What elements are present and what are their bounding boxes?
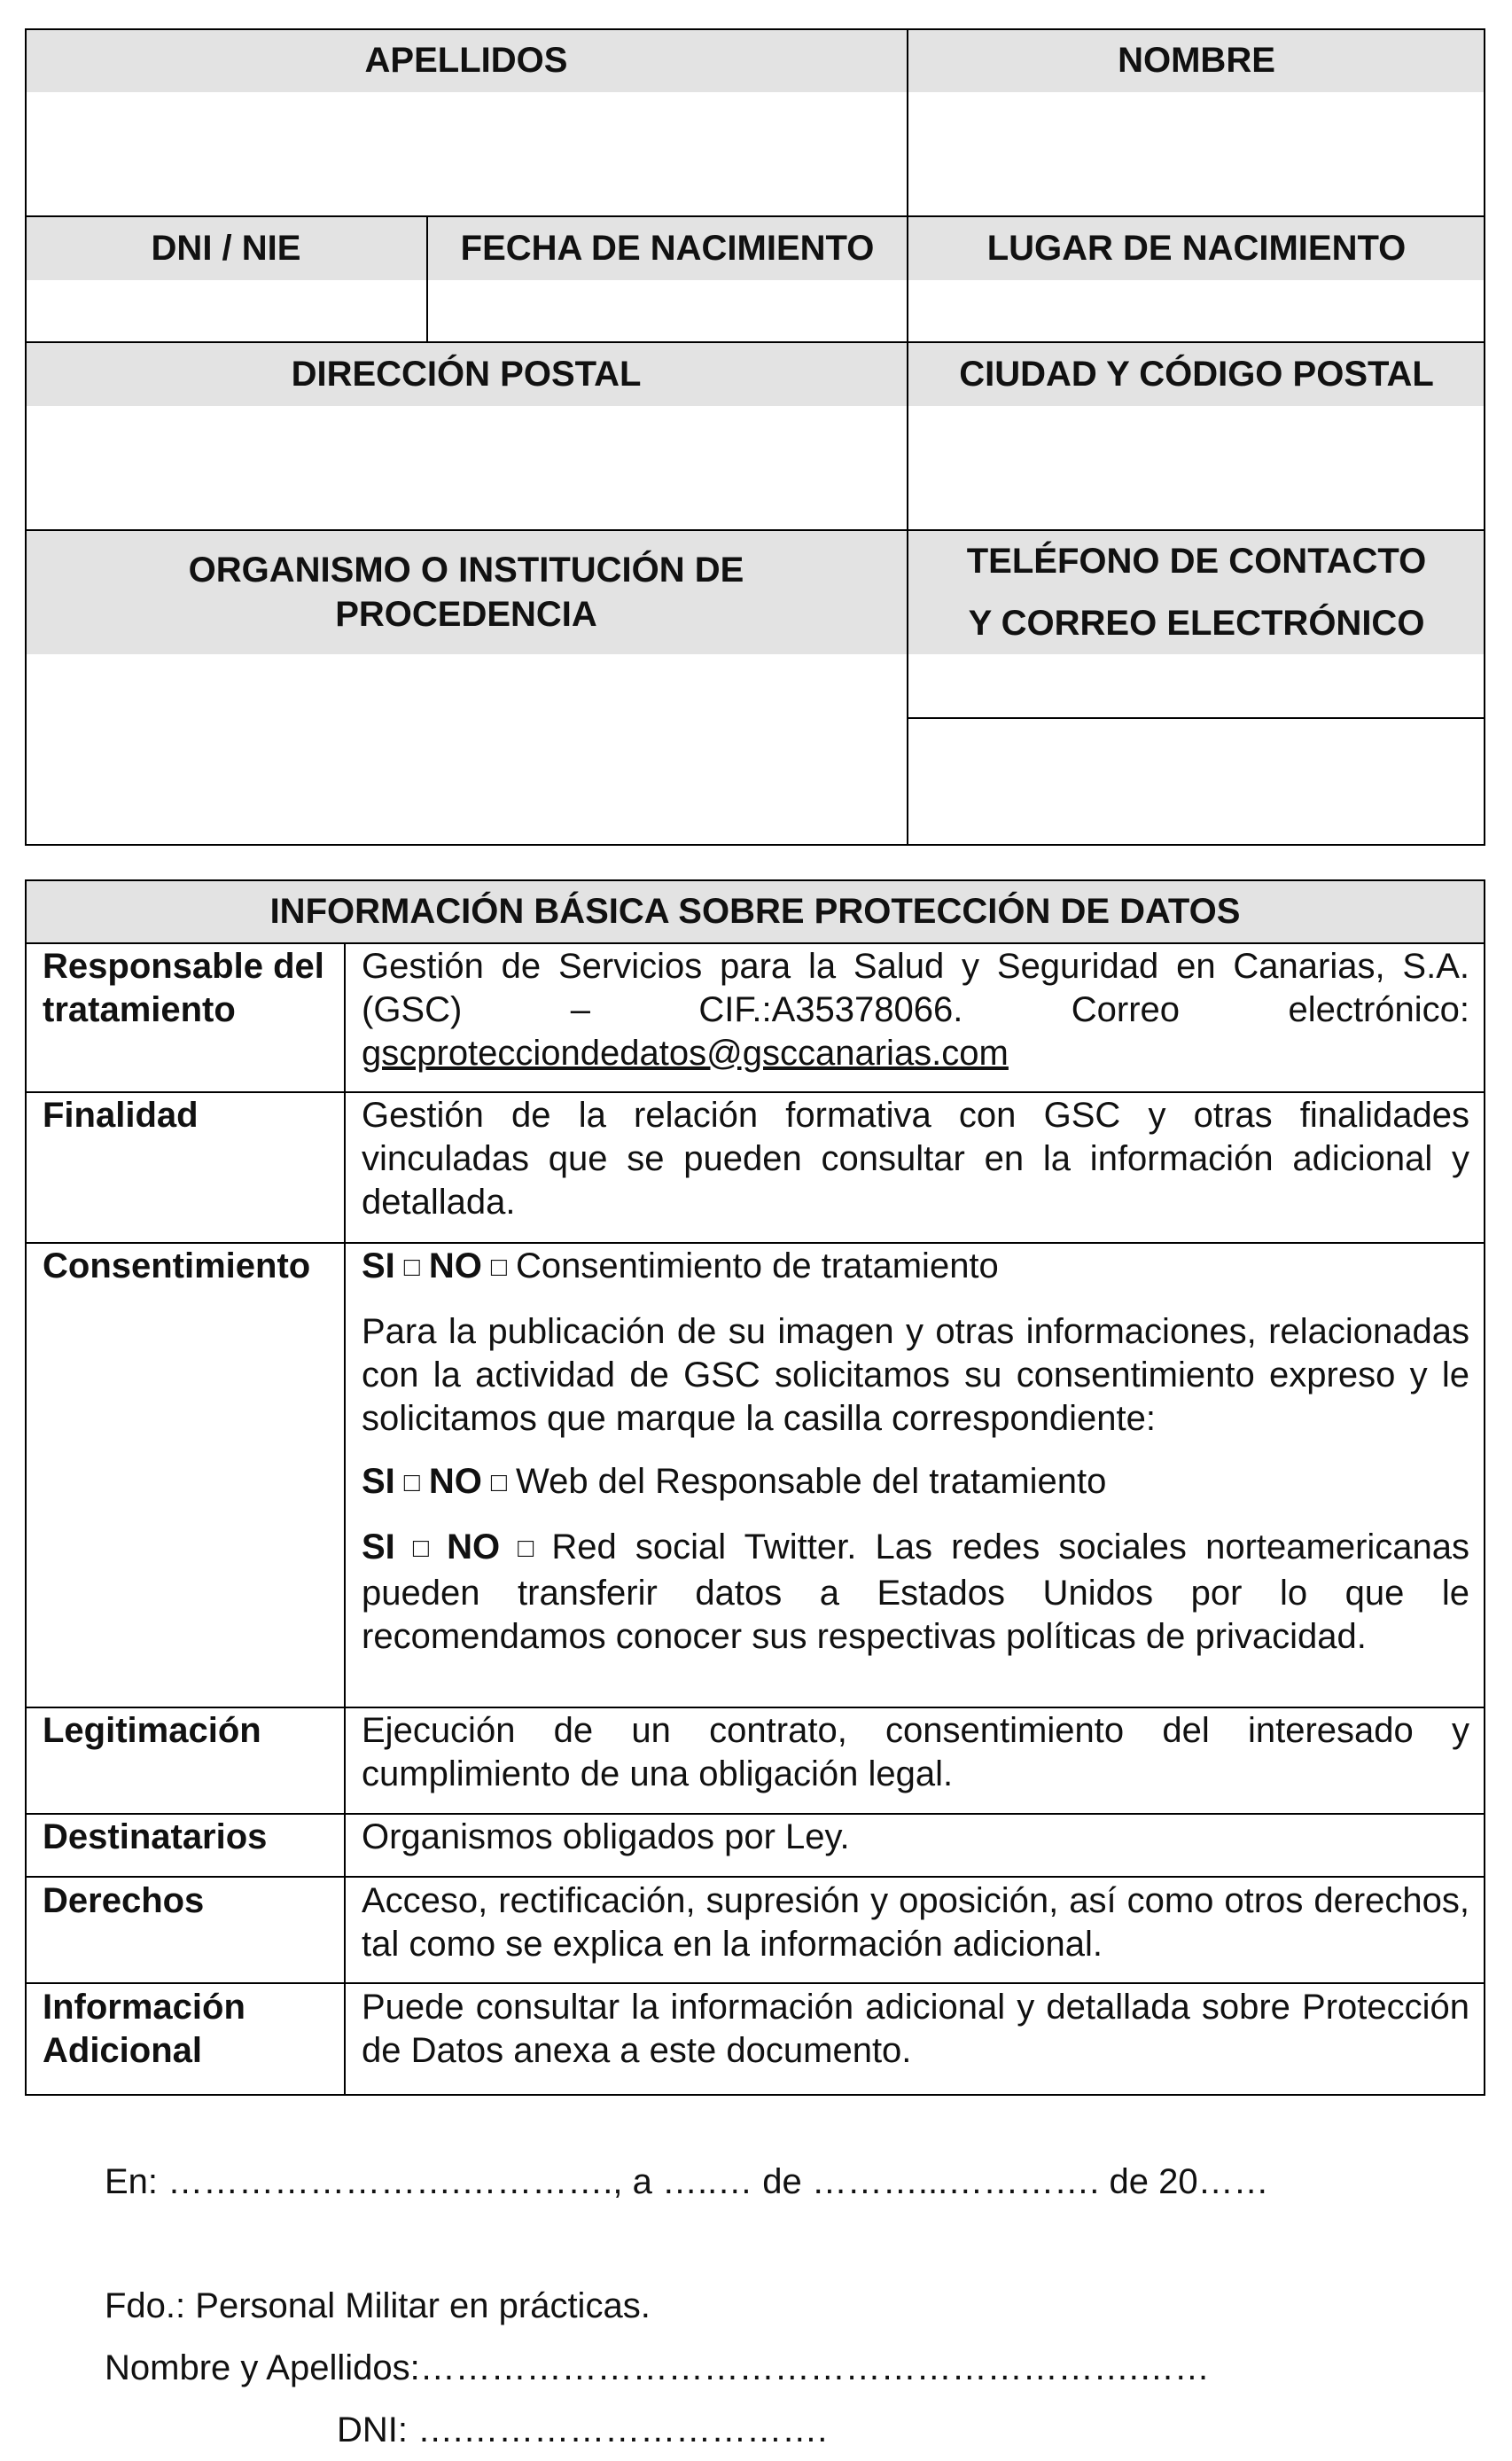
dp-row-line xyxy=(25,1876,1485,1878)
consent-option-twitter xyxy=(362,1526,1469,1659)
row-line-3 xyxy=(25,529,1485,531)
direccion-postal-field[interactable] xyxy=(25,406,908,530)
si-checkbox[interactable]: □ xyxy=(403,1253,420,1282)
apellidos-field[interactable] xyxy=(25,92,908,216)
label-informacion-adicional: Información Adicional xyxy=(43,1988,246,2070)
correo-field[interactable] xyxy=(908,718,1485,846)
organismo-line-1: ORGANISMO O INSTITUCIÓN DE xyxy=(188,551,744,590)
no-label: NO xyxy=(428,1246,482,1285)
no-checkbox[interactable]: □ xyxy=(490,1468,508,1497)
dp-title-line xyxy=(25,942,1485,944)
divider-dni xyxy=(426,216,428,342)
nombre-field[interactable] xyxy=(908,92,1485,216)
text-finalidad: Gestión de la relación formativa con GSC y otras finalidades vinculadas que se pueden consultar en la información adicional y detallada. xyxy=(362,1096,1469,1222)
header-organismo xyxy=(25,530,908,654)
dp-border-right xyxy=(1484,879,1485,2096)
label-destinatarios: Destinatarios xyxy=(43,1817,268,1856)
dp-row-line xyxy=(25,1707,1485,1708)
header-nombre: NOMBRE xyxy=(908,28,1485,92)
dp-row-line xyxy=(25,1242,1485,1244)
lugar-nacimiento-field[interactable] xyxy=(908,280,1485,342)
place-date-line[interactable]: En: …………………….…………., a …..… de ………...…………. de 20…… xyxy=(105,2162,1269,2201)
dni-nie-field[interactable] xyxy=(25,280,427,342)
header-apellidos: APELLIDOS xyxy=(25,28,908,92)
header-dni-nie: DNI / NIE xyxy=(25,216,427,280)
dp-border-top xyxy=(25,879,1485,881)
row-line-2 xyxy=(25,341,1485,343)
si-checkbox[interactable]: □ xyxy=(403,1534,439,1563)
text-legitimacion: Ejecución de un contrato, consentimiento del interesado y cumplimiento de una obligación legal. xyxy=(362,1711,1469,1793)
fecha-nacimiento-field[interactable] xyxy=(427,280,908,342)
responsable-email-link[interactable]: gscprotecciondedatos@gsccanarias.com xyxy=(362,1034,1009,1073)
header-telefono-correo xyxy=(908,530,1485,654)
consent-option-text: Consentimiento de tratamiento xyxy=(516,1246,999,1285)
text-responsable xyxy=(362,945,1469,1075)
data-protection-table xyxy=(25,879,1485,2096)
consent-option-text: Red social Twitter. Las redes sociales norteamericanas pueden transferir datos a Estados Unidos por lo que le recomendamos conocer sus respectivas políticas de privacidad. xyxy=(362,1527,1470,1656)
text-informacion-adicional: Puede consultar la información adicional y detallada sobre Protección de Datos anexa a este documento. xyxy=(362,1988,1469,2070)
consent-paragraph: Para la publicación de su imagen y otras informaciones, relacionadas con la actividad de GSC solicitamos su consentimiento expreso y le solicitamos que marque la casilla correspondiente: xyxy=(362,1312,1469,1438)
si-label: SI xyxy=(362,1246,395,1285)
ciudad-cp-field[interactable] xyxy=(908,406,1485,530)
label-responsable: Responsable del tratamiento xyxy=(43,947,324,1029)
organismo-field[interactable] xyxy=(25,654,908,846)
text-destinatarios: Organismos obligados por Ley. xyxy=(362,1817,850,1856)
personal-data-form xyxy=(25,28,1485,846)
dp-column-divider xyxy=(344,943,346,2096)
consent-option-tratamiento xyxy=(362,1245,1469,1291)
responsable-text: Gestión de Servicios para la Salud y Seguridad en Canarias, S.A. (GSC) – CIF.:A35378066. Correo electrónico: xyxy=(362,947,1469,1029)
no-label: NO xyxy=(428,1462,482,1501)
label-finalidad: Finalidad xyxy=(43,1096,199,1135)
border-right xyxy=(1484,28,1485,846)
dp-row-line xyxy=(25,1982,1485,1984)
dp-border-bottom xyxy=(25,2094,1485,2096)
consent-option-web xyxy=(362,1460,1469,1506)
telefono-field[interactable] xyxy=(908,654,1485,718)
si-label: SI xyxy=(362,1527,395,1566)
border-bottom xyxy=(25,844,1485,846)
telefono-line-2: Y CORREO ELECTRÓNICO xyxy=(968,604,1425,643)
label-derechos: Derechos xyxy=(43,1881,205,1920)
row-line-1 xyxy=(25,215,1485,217)
text-consentimiento xyxy=(362,1245,1469,1659)
telefono-line-1: TELÉFONO DE CONTACTO xyxy=(966,542,1427,581)
name-surname-line[interactable]: Nombre y Apellidos:…………………………………………………….…… xyxy=(105,2348,1210,2387)
no-label: NO xyxy=(447,1527,501,1566)
border-top xyxy=(25,28,1485,30)
signature-label: Fdo.: Personal Militar en prácticas. xyxy=(105,2286,651,2325)
label-legitimacion: Legitimación xyxy=(43,1711,261,1750)
border-left xyxy=(25,28,27,846)
no-checkbox[interactable]: □ xyxy=(509,1534,543,1563)
dp-row-line xyxy=(25,1091,1485,1093)
header-lugar-nacimiento: LUGAR DE NACIMIENTO xyxy=(908,216,1485,280)
consent-option-text: Web del Responsable del tratamiento xyxy=(516,1462,1107,1501)
text-derechos: Acceso, rectificación, supresión y oposición, así como otros derechos, tal como se explica en la información adicional. xyxy=(362,1881,1469,1964)
data-protection-title: INFORMACIÓN BÁSICA SOBRE PROTECCIÓN DE DATOS xyxy=(25,879,1485,943)
si-checkbox[interactable]: □ xyxy=(403,1468,420,1497)
no-checkbox[interactable]: □ xyxy=(490,1253,508,1282)
row-line-telefono xyxy=(908,717,1485,719)
dni-line[interactable]: DNI: ….…………………………. xyxy=(337,2410,828,2449)
organismo-line-2: PROCEDENCIA xyxy=(335,595,597,634)
dp-row-line xyxy=(25,1813,1485,1815)
header-ciudad-cp: CIUDAD Y CÓDIGO POSTAL xyxy=(908,342,1485,406)
header-direccion-postal: DIRECCIÓN POSTAL xyxy=(25,342,908,406)
dp-border-left xyxy=(25,879,27,2096)
label-consentimiento: Consentimiento xyxy=(43,1246,311,1285)
si-label: SI xyxy=(362,1462,395,1501)
header-fecha-nacimiento: FECHA DE NACIMIENTO xyxy=(427,216,908,280)
divider-center xyxy=(907,28,908,846)
